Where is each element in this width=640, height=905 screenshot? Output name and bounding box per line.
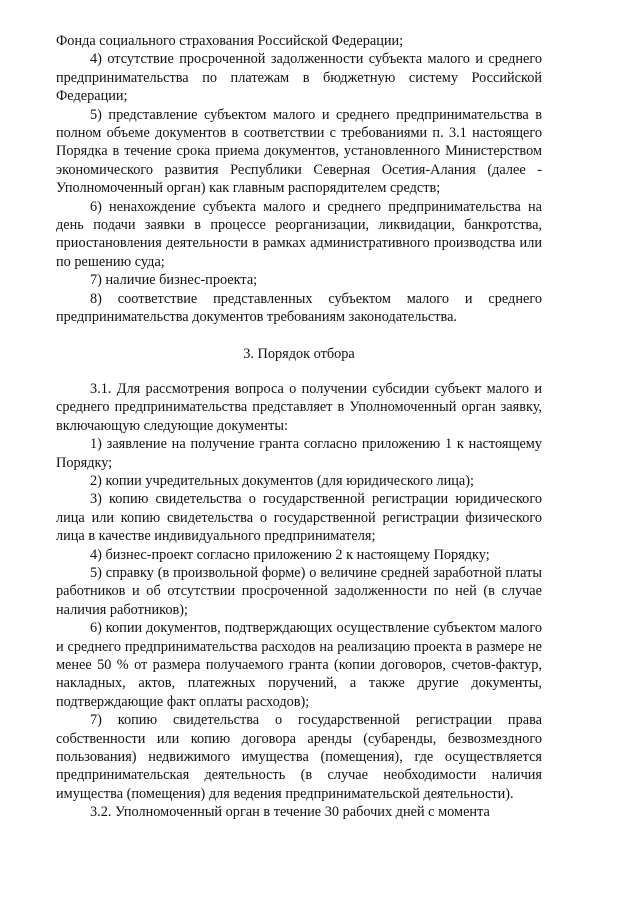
- document-item-6: 6) копии документов, подтверждающих осуществление субъектом малого и среднего предпринимательства расходов на реализацию проекта в размере не менее 50 % от размера получаемого гранта (копии договоров, счетов-фактур, накладных, актов, платежных поручений, а также другие документы, подтверждающие факт оплаты расходов);: [56, 620, 542, 710]
- section-heading: 3. Порядок отбора: [243, 345, 355, 362]
- condition-item-5: 5) представление субъектом малого и среднего предпринимательства в полном объеме документов в соответствии с требованиями п. 3.1 настоящего Порядка в течение срока приема документов, установленного Министерством экономического развития Республики Северная Осетия-Алания (далее - Уполномоченный орган) как главным распорядителем средств;: [56, 106, 542, 197]
- document-page: [56, 32, 542, 822]
- clause-3-2-start: 3.2. Уполномоченный орган в течение 30 рабочих дней с момента: [90, 804, 490, 821]
- condition-item-6: 6) ненахождение субъекта малого и среднего предпринимательства на день подачи заявки в процессе реорганизации, ликвидации, банкротства, приостановления деятельности в рамках административного производства или по решению суда;: [56, 198, 542, 270]
- document-item-2: 2) копии учредительных документов (для юридического лица);: [90, 472, 474, 489]
- clause-3-1-intro: 3.1. Для рассмотрения вопроса о получении субсидии субъект малого и среднего предпринимательства представляет в Уполномоченный орган заявку, включающую следующие документы:: [56, 380, 542, 434]
- document-item-4: 4) бизнес-проект согласно приложению 2 к настоящему Порядку;: [90, 546, 490, 563]
- document-item-5: 5) справку (в произвольной форме) о величине средней заработной платы работников и об отсутствии просроченной задолженности по ней (в случае наличия работников);: [56, 564, 542, 618]
- document-item-3: 3) копию свидетельства о государственной регистрации юридического лица или копию свидетельства о государственной регистрации физического лица в качестве индивидуального предпринимателя;: [56, 491, 542, 545]
- document-item-1: 1) заявление на получение гранта согласно приложению 1 к настоящему Порядку;: [56, 436, 542, 471]
- condition-item-4: 4) отсутствие просроченной задолженности субъекта малого и среднего предпринимательства по платежам в бюджетную систему Российской Федерации;: [56, 51, 542, 105]
- document-item-7: 7) копию свидетельства о государственной регистрации права собственности или копию договора аренды (субаренды, безвозмездного пользования) недвижимого имущества (помещения), где осуществляется предпринимательская деятельность (в случае необходимости наличия имущества (помещения) для ведения предпринимательской деятельности).: [56, 712, 542, 802]
- condition-item-7: 7) наличие бизнес-проекта;: [90, 272, 258, 289]
- continuation-line: Фонда социального страхования Российской Федерации;: [56, 33, 404, 49]
- condition-item-8: 8) соответствие представленных субъектом малого и среднего предпринимательства документов требованиям законодательства.: [56, 290, 542, 326]
